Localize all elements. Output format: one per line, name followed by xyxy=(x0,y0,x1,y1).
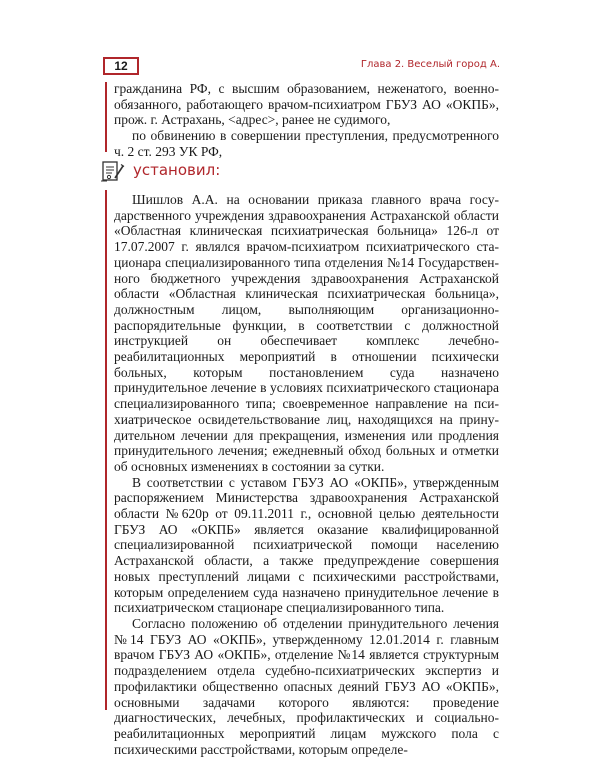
intro-block xyxy=(114,81,499,160)
body-paragraph-2: В соответствии с уставом ГБУЗ АО «ОКПБ», утвержденным распоряжением Министерства здравоохранения Астраханской области №620р от 09.11.2011 г., основной целью деятельности ГБУЗ АО «ОКПБ» является оказание квалифицированной специализированной психиатрической помощи населению Астраханской области, а также предупреждение совершения новых преступлений лицами с психическими расстройствами, которым определением суда назначено принудительное лечение в психиатрическом стационаре специализированного типа. xyxy=(114,474,499,616)
body-paragraph-1: Шишлов А.А. на основании приказа главного врача государственного учреждения здравоохранения Астраханской области «Областная клиническая психиатрическая больница» 126-л от 17.07.2007 г. являлся врачом-психиатром психиатрического стационара специализированного типа отделения №14 Государственного бюджетного учреждения здравоохранения Астраханской области «Областная клиническая психиатрическая больница», должностным лицом, выполняющим организационно-распорядительные функции, в соответствии с должностной инструкцией он обеспечивает комплекс лечебно-реабилитационных мероприятий в отношении психически больных, которым постановлением суда назначено принудительное лечение в условиях психиатрического стационара специализированного типа; своевременное направление на психиатрическое освидетельствование лиц, находящихся на принудительном лечении для прекращения, изменения или продления принудительного лечения; ежедневный обход больных и отметки об основных изменениях в состоянии за сутки. xyxy=(114,192,499,474)
intro-paragraph-2: по обвинению в совершении преступления, предусмотренного ч. 2 ст. 293 УК РФ, xyxy=(114,128,499,159)
chapter-title: Глава 2. Веселый город А. xyxy=(360,59,500,70)
body-paragraph-3: Согласно положению об отделении принудительного лечения №14 ГБУЗ АО «ОКПБ», утвержденному 12.01.2014 г. главным врачом ГБУЗ АО «ОКПБ», отделение №14 является структурным подразделением отдела судебно-психиатрических экспертиз и профилактики общественно опасных деяний ГБУЗ АО «ОКПБ», основными задачами которого являются: проведение диагностических, лечебных, профилактических и социально-реабилитационных мероприятий лицам мужского пола с психическими расстройствами, которым определе- xyxy=(114,615,499,757)
page-number: 12 xyxy=(103,57,139,75)
section-heading-row xyxy=(100,160,300,184)
section-heading: установил: xyxy=(133,161,221,179)
intro-paragraph-1: гражданина РФ, с высшим образованием, неженатого, военнообязанного, работающего врачом-психиатром ГБУЗ АО «ОКПБ», прож. г. Астрахань, <адрес>, ранее не судимого, xyxy=(114,81,499,128)
document-pen-icon xyxy=(100,160,126,184)
margin-rule-top xyxy=(105,82,107,152)
main-body xyxy=(114,192,499,757)
margin-rule-main xyxy=(105,190,107,710)
